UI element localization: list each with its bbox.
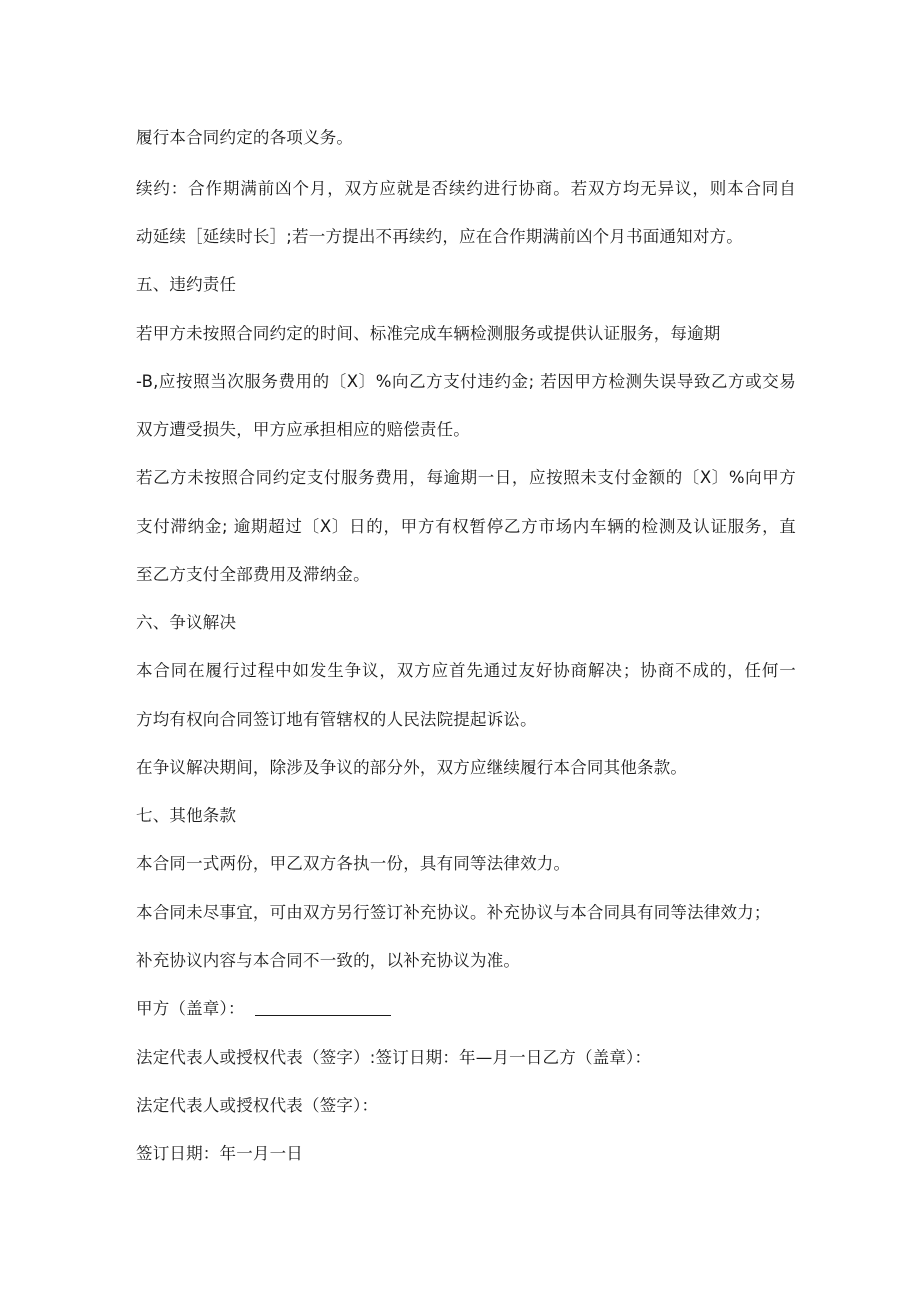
text-line: 若甲方未按照合同约定的时间、标准完成车辆检测服务或提供认证服务，每逾期 xyxy=(136,324,721,343)
text-line: 若乙方未按照合同约定支付服务费用，每逾期一日，应按照未支付金额的〔X〕%向甲方 xyxy=(136,468,796,487)
text-line: 履行本合同约定的各项义务。 xyxy=(136,128,354,147)
text-line: 补充协议内容与本合同不一致的，以补充协议为准。 xyxy=(136,951,521,970)
text-line: 续约：合作期满前凶个月，双方应就是否续约进行协商。若双方均无异议，则本合同自 xyxy=(136,179,796,198)
text-line: -B,应按照当次服务费用的〔X〕%向乙方支付违约金; 若因甲方检测失误导致乙方或交易 xyxy=(136,372,796,391)
text-line: 签订日期：年一月一日 xyxy=(136,1144,303,1163)
text-line: 本合同未尽事宜，可由双方另行签订补充协议。补充协议与本合同具有同等法律效力； xyxy=(136,903,771,922)
text-line: 在争议解决期间，除涉及争议的部分外，双方应继续履行本合同其他条款。 xyxy=(136,758,688,777)
text-line: 双方遭受损失，甲方应承担相应的赔偿责任。 xyxy=(136,420,470,439)
text-line: 本合同在履行过程中如发生争议，双方应首先通过友好协商解决；协商不成的，任何一 xyxy=(136,661,796,680)
text-line: 本合同一式两份，甲乙双方各执一份，具有同等法律效力。 xyxy=(136,854,571,873)
text-line: 法定代表人或授权代表（签字）： xyxy=(136,1096,379,1115)
text-line: 支付滞纳金; 逾期超过〔X〕日的，甲方有权暂停乙方市场内车辆的检测及认证服务，直 xyxy=(136,517,796,536)
text-line: 动延续［延续时长］;若一方提出不再续约，应在合作期满前凶个月书面通知对方。 xyxy=(136,227,743,246)
section-heading: 五、违约责任 xyxy=(136,275,237,294)
party-a-seal-blank xyxy=(255,997,391,1016)
section-heading: 七、其他条款 xyxy=(136,806,237,825)
signature-line-party-a xyxy=(136,997,796,1021)
party-a-seal-label: 甲方（盖章）： xyxy=(136,999,245,1018)
text-line: 至乙方支付全部费用及滞纳金。 xyxy=(136,565,370,584)
text-line: 法定代表人或授权代表（签字）:签订日期：年—月一日乙方（盖章）： xyxy=(136,1048,652,1067)
text-line: 方均有权向合同签订地有管辖权的人民法院提起诉讼。 xyxy=(136,710,537,729)
section-heading: 六、争议解决 xyxy=(136,613,237,632)
